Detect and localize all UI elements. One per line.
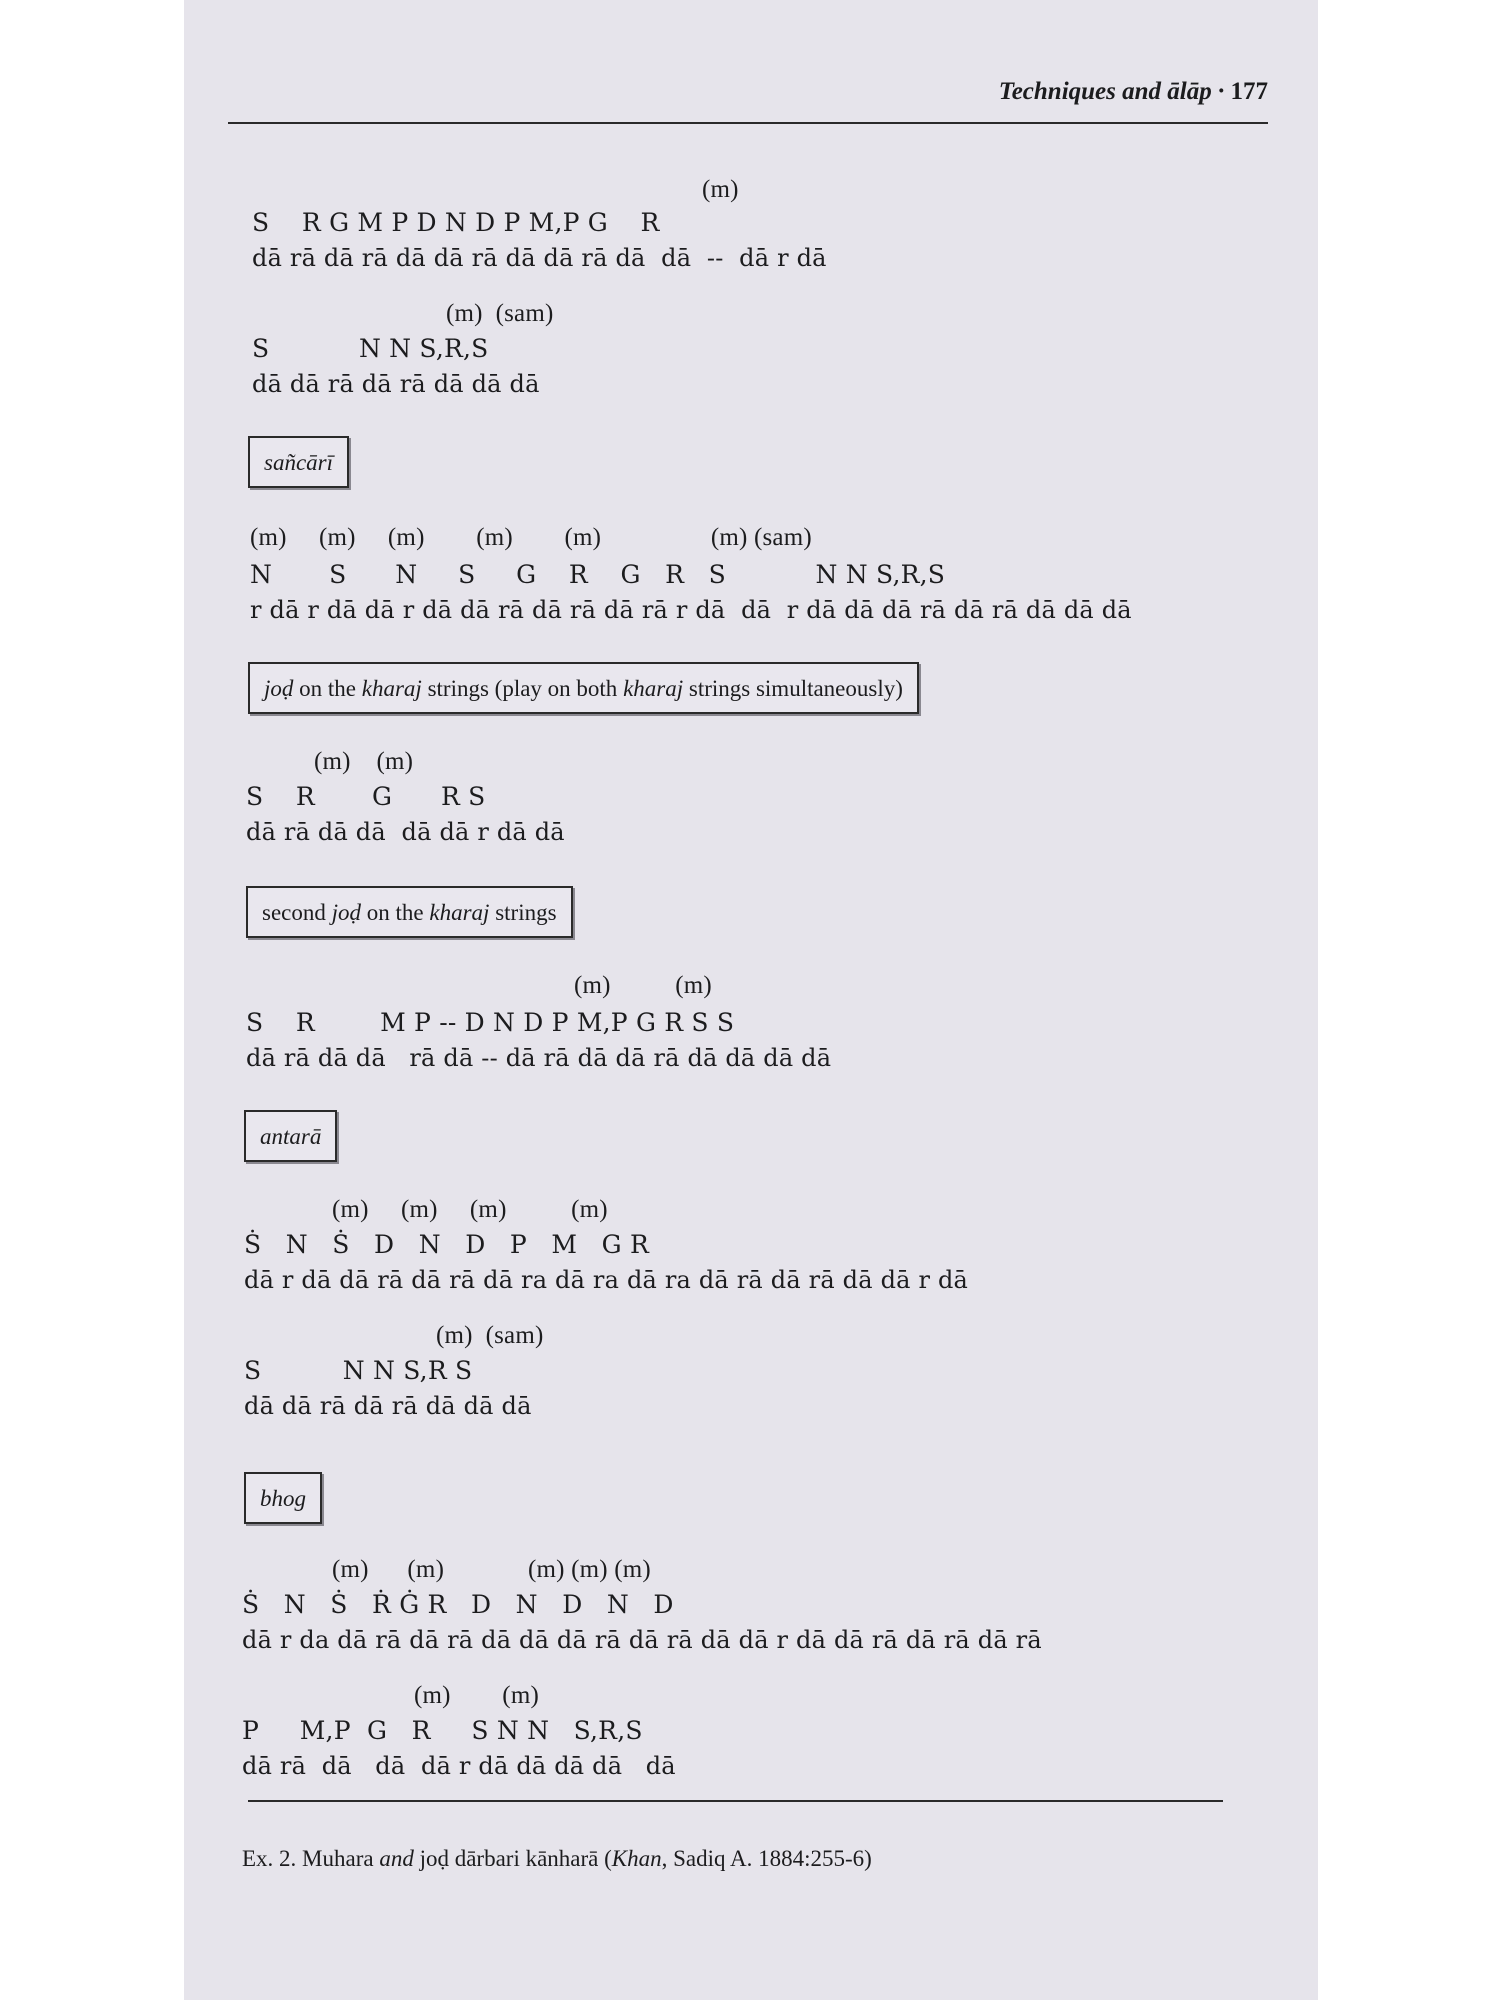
section-box-antara [244,1110,337,1162]
jod-text-3: strings simultaneously) [683,676,903,701]
line7-marking: (m) (sam) [436,1322,544,1349]
second-text: on the [361,900,430,925]
line7-strokes: dā dā rā dā rā dā dā dā [244,1392,532,1420]
line6-strokes: dā r dā dā rā dā rā dā ra dā ra dā ra dā rā dā rā dā dā r dā [244,1266,969,1294]
section-box-sancari [248,436,349,488]
caption-part-3: , Sadiq A. 1884:255-6) [661,1846,872,1871]
line8-swara: Ṡ N Ṡ Ṙ Ġ R D N D N D [242,1590,674,1619]
book-page [184,0,1318,2000]
line5-swara: S R M P -- D N D P M,P G R S S [246,1008,735,1037]
footer-rule [248,1800,1223,1802]
page-number: 177 [1230,78,1268,105]
section-box-jod-kharaj [248,662,919,714]
caption-and: and [379,1846,414,1871]
line8-marking: (m) (m) (m) (m) (m) [332,1556,651,1583]
header-rule [228,122,1268,124]
second-jod-word: joḍ [331,900,362,925]
bhog-label: bhog [260,1486,306,1511]
header-title: Techniques and ālāp · [998,78,1225,105]
line9-marking: (m) (m) [414,1682,539,1709]
line7-swara: S N N S,R S [244,1356,473,1385]
line2-strokes: dā dā rā dā rā dā dā dā [252,370,540,398]
line4-marking: (m) (m) [314,748,414,775]
section-box-second-jod [246,886,573,938]
line2-marking: (m) (sam) [446,300,554,327]
jod-word: joḍ [264,676,294,701]
caption-part-1: Ex. 2. Muhara [242,1846,380,1871]
second-strings: strings [489,900,557,925]
line4-swara: S R G R S [246,782,486,811]
line6-marking: (m) (m) (m) (m) [332,1196,608,1223]
line5-strokes: dā rā dā dā rā dā -- dā rā dā dā rā dā dā dā dā [246,1044,832,1072]
line4-strokes: dā rā dā dā dā dā r dā dā [246,818,565,846]
line3-strokes: r dā r dā dā r dā dā rā dā rā dā rā r dā dā r dā dā dā rā dā rā dā dā dā [250,596,1132,624]
line3-marking: (m) (m) (m) (m) (m) (m) (sam) [250,524,812,551]
example-caption [242,1846,872,1872]
caption-part-2: joḍ dārbari kānharā ( [413,1846,612,1871]
kharaj-word-1: kharaj [361,676,422,701]
line1-marking: (m) [702,176,739,203]
kharaj-word-2: kharaj [623,676,684,701]
second-kharaj-word: kharaj [429,900,490,925]
sancari-label: sañcārī [264,450,333,475]
running-header [184,78,1268,106]
line5-marking: (m) (m) [574,972,712,999]
line1-swara: S R G M P D N D P M,P G R [252,208,660,237]
line6-swara: Ṡ N Ṡ D N D P M G R [244,1230,649,1259]
line9-strokes: dā rā dā dā dā r dā dā dā dā dā [242,1752,676,1780]
section-box-bhog [244,1472,322,1524]
line1-strokes: dā rā dā rā dā dā rā dā dā rā dā dā -- dā r dā [252,244,827,272]
second-word: second [262,900,332,925]
antara-label: antarā [260,1124,322,1149]
line2-swara: S N N S,R,S [252,334,489,363]
caption-khan: Khan [611,1846,662,1871]
line9-swara: P M,P G R S N N S,R,S [242,1716,643,1745]
jod-text-1: on the [293,676,362,701]
line3-swara: N S N S G R G R S N N S,R,S [250,560,946,589]
jod-text-2: strings (play on both [421,676,624,701]
line8-strokes: dā r da dā rā dā rā dā dā dā rā dā rā dā dā r dā dā rā dā rā dā rā [242,1626,1042,1654]
